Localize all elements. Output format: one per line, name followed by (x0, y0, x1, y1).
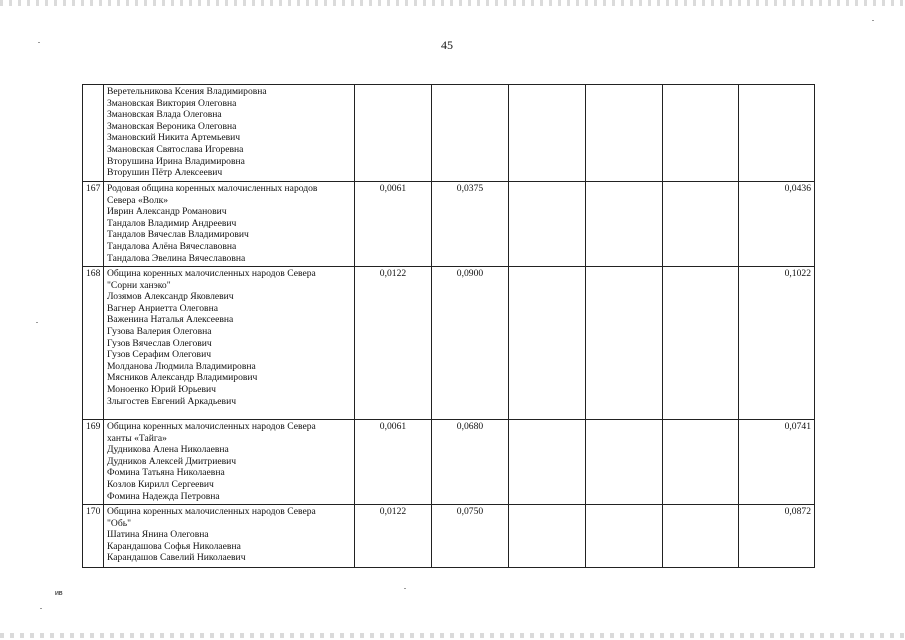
quota-total: 0,1022 (739, 267, 815, 420)
footer-mark: ив (55, 590, 63, 597)
empty-cell (663, 182, 739, 267)
scan-speck (36, 322, 38, 323)
table-row (83, 182, 815, 267)
empty-cell (663, 267, 739, 420)
empty-cell (509, 267, 586, 420)
member-line: Вторушин Пётр Алексеевич (107, 167, 223, 179)
row-number: 167 (83, 182, 104, 267)
member-line: Гузов Серафим Олегович (107, 349, 212, 361)
table-row (83, 85, 815, 182)
member-line: Карандашова Софья Николаевна (107, 540, 241, 552)
member-line: Гузов Вячеслав Олегович (107, 337, 212, 349)
member-line: Тандалова Алёна Вячеславовна (107, 240, 237, 252)
member-line: Община коренных малочисленных народов Севера (107, 506, 316, 517)
scan-speck (872, 20, 874, 21)
entity-members-cell (104, 85, 355, 182)
member-line: Тандалов Вячеслав Владимирович (107, 229, 249, 241)
member-line: Община коренных малочисленных народов Севера (107, 268, 316, 279)
entity-members-cell (104, 267, 355, 420)
member-line: Злыгостев Евгений Аркадьевич (107, 395, 237, 407)
member-line: Змановская Святослава Игоревна (107, 143, 244, 155)
table-row (83, 267, 815, 420)
member-line: Дудникова Алена Николаевна (107, 444, 229, 456)
member-line: Тандалов Владимир Андреевич (107, 217, 237, 229)
member-line: Фомина Татьяна Николаевна (107, 467, 225, 479)
register-body (83, 85, 815, 568)
empty-cell (509, 505, 586, 568)
member-line: Моноенко Юрий Юрьевич (107, 383, 217, 395)
member-line: Змановская Вероника Олеговна (107, 120, 237, 132)
entity-members-cell (104, 182, 355, 267)
quota-value-2: 0,0375 (432, 182, 509, 267)
scan-edge-top (0, 0, 905, 6)
member-line: Дудников Алексей Дмитриевич (107, 455, 237, 467)
member-line: Карандашов Савелий Николаевич (107, 552, 246, 564)
quota-value-2: 0,0750 (432, 505, 509, 568)
member-line: Змановский Никита Артемьевич (107, 132, 241, 144)
empty-cell (663, 505, 739, 568)
quota-value-1: 0,0061 (355, 182, 432, 267)
member-line: ханты «Тайга» (107, 432, 167, 444)
member-line: Иврин Александр Романович (107, 206, 227, 218)
member-line: Козлов Кирилл Сергеевич (107, 478, 214, 490)
member-line: Змановская Виктория Олеговна (107, 97, 237, 109)
quota-total: 0,0872 (739, 505, 815, 568)
member-line: Севера «Волк» (107, 194, 169, 206)
register-table (82, 84, 815, 568)
member-line: Тандалова Эвелина Вячеславовна (107, 252, 246, 264)
member-line: Лозямов Александр Яковлевич (107, 291, 234, 303)
empty-cell (586, 420, 663, 505)
empty-cell (663, 85, 739, 182)
row-number (83, 85, 104, 182)
quota-total: 0,0436 (739, 182, 815, 267)
page-number: 45 (441, 38, 453, 52)
empty-cell (509, 85, 586, 182)
table-row (83, 420, 815, 505)
quota-value-2: 0,0680 (432, 420, 509, 505)
entity-members-cell (104, 420, 355, 505)
scan-edge-bottom (0, 633, 905, 638)
empty-cell (586, 267, 663, 420)
member-line: "Сорни ханэко" (107, 279, 171, 291)
member-line: Мясников Александр Владимирович (107, 372, 258, 384)
member-line: Вторушина Ирина Владимировна (107, 155, 245, 167)
member-line: Важенина Наталья Алексеевна (107, 314, 234, 326)
row-number: 168 (83, 267, 104, 420)
row-number: 169 (83, 420, 104, 505)
member-line: Община коренных малочисленных народов Севера (107, 421, 316, 432)
member-line: Шатина Янина Олеговна (107, 529, 209, 541)
quota-value-1: 0,0061 (355, 420, 432, 505)
empty-cell (663, 420, 739, 505)
empty-cell (586, 505, 663, 568)
row-number: 170 (83, 505, 104, 568)
member-line: Гузова Валерия Олеговна (107, 325, 212, 337)
scan-speck (40, 608, 42, 609)
empty-cell (509, 420, 586, 505)
empty-cell (586, 85, 663, 182)
quota-value-1: 0,0122 (355, 505, 432, 568)
quota-value-1 (355, 85, 432, 182)
member-line: Родовая община коренных малочисленных народов (107, 183, 318, 194)
empty-cell (586, 182, 663, 267)
quota-total (739, 85, 815, 182)
member-line: Змановская Влада Олеговна (107, 109, 222, 121)
member-line: Фомина Надежда Петровна (107, 490, 220, 502)
table-row (83, 505, 815, 568)
member-line: Веретельникова Ксения Владимировна (107, 86, 267, 97)
empty-cell (509, 182, 586, 267)
quota-value-2: 0,0900 (432, 267, 509, 420)
member-line: Вагнер Анриетта Олеговна (107, 302, 218, 314)
scan-speck (404, 588, 406, 589)
entity-members-cell (104, 505, 355, 568)
member-line: "Обь" (107, 517, 132, 529)
quota-value-2 (432, 85, 509, 182)
member-line: Молданова Людмила Владимировна (107, 360, 256, 372)
scan-speck (38, 42, 40, 43)
quota-total: 0,0741 (739, 420, 815, 505)
quota-value-1: 0,0122 (355, 267, 432, 420)
